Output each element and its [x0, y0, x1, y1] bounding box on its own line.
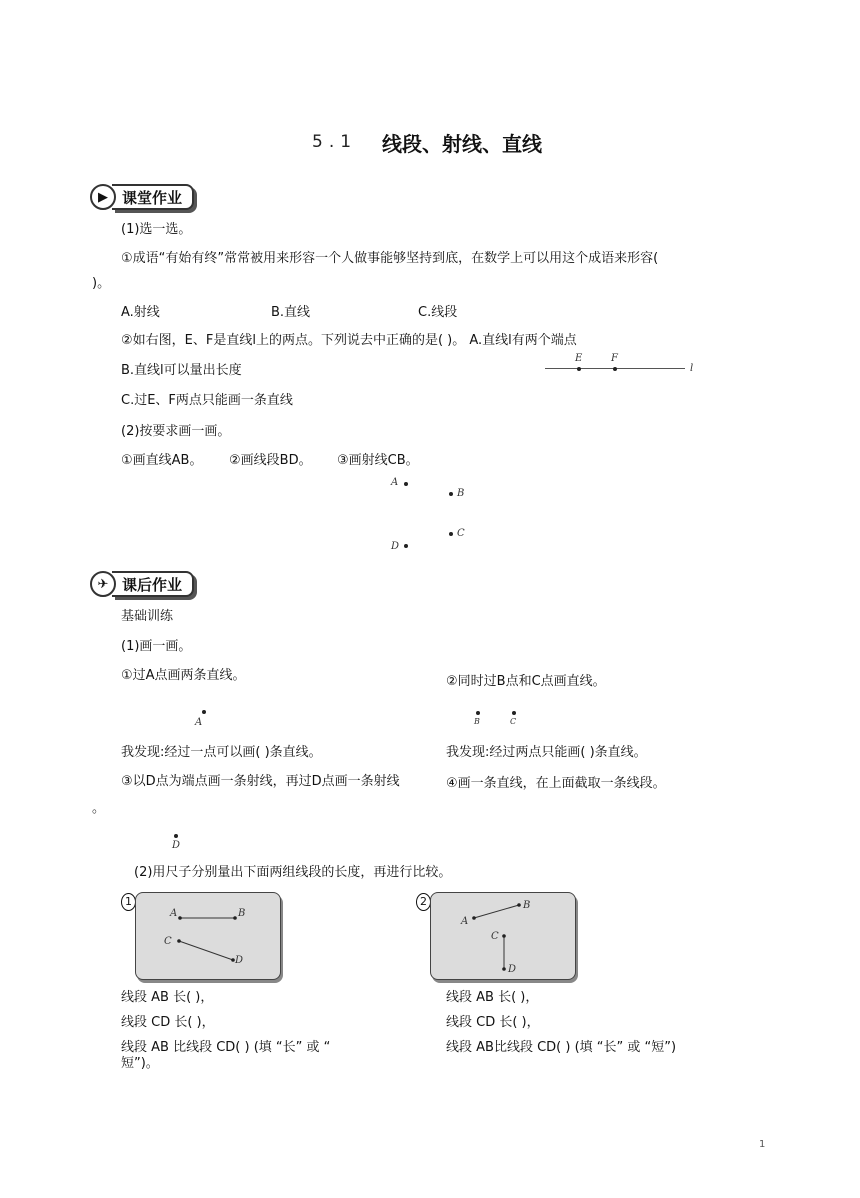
fig2-point-a — [472, 916, 476, 920]
figure-1-number: 1 — [121, 893, 136, 911]
q1-2-option-b: B.直线l可以量出长度 — [121, 363, 242, 378]
left-answer-compare: 线段 AB 比线段 CD( ) (填 “长” 或 “ — [121, 1040, 331, 1055]
hw-q1-2: ②同时过B点和C点画直线。 — [446, 674, 606, 689]
hw-q1-3-continued: 。 — [92, 801, 106, 816]
hw-point-c — [512, 711, 516, 715]
fig2-label-d: D — [508, 964, 517, 975]
classwork-badge — [90, 183, 194, 211]
q2-item-1: ①画直线AB。 — [121, 453, 203, 468]
hw-q1-4: ④画一条直线，在上面截取一条线段。 — [446, 776, 666, 791]
hw-label-a: A — [195, 717, 203, 728]
fig2-point-c — [502, 934, 506, 938]
figure-2-number: 2 — [416, 893, 431, 911]
fig2-label-c: C — [491, 931, 499, 942]
fig1-point-b — [233, 916, 237, 920]
hw-q2-heading: (2)用尺子分别量出下面两组线段的长度，再进行比较。 — [134, 865, 452, 880]
fig1-label-c: C — [164, 936, 172, 947]
option-a: A.射线 — [121, 305, 160, 320]
point-f — [613, 367, 617, 371]
section-number: 5.1 — [312, 132, 358, 152]
fig2-point-b — [517, 903, 521, 907]
page-number: 1 — [759, 1139, 766, 1150]
hw-q1-3: ③以D点为端点画一条射线，再过D点画一条射线 — [121, 774, 400, 789]
page-title: 线段、射线、直线 — [382, 132, 542, 156]
figure-2-box — [430, 892, 576, 980]
hw-label-b: B — [474, 717, 480, 726]
label-e: E — [575, 353, 583, 364]
left-answer-cd: 线段 CD 长( )， — [121, 1015, 215, 1030]
label-b: B — [457, 488, 465, 499]
figure-1-box — [135, 892, 281, 980]
hw-point-d — [174, 834, 178, 838]
fig1-point-a — [178, 916, 182, 920]
homework-label: 课后作业 — [112, 571, 194, 597]
q1-1-text: ①成语“有始有终”常常被用来形容一个人做事能够坚持到底，在数学上可以用这个成语来形容( — [121, 251, 659, 266]
label-f: F — [611, 353, 618, 364]
fig1-label-b: B — [238, 908, 246, 919]
right-answer-cd: 线段 CD 长( )， — [446, 1015, 540, 1030]
right-answer-ab: 线段 AB 长( )， — [446, 990, 539, 1005]
fig2-segment-ab — [474, 905, 519, 918]
play-arrow-icon: ▶ — [90, 184, 116, 210]
hw-point-b — [476, 711, 480, 715]
fig2-label-b: B — [523, 900, 531, 911]
q2-item-2: ②画线段BD。 — [229, 453, 312, 468]
figure-1-segments — [136, 893, 280, 979]
label-c: C — [457, 528, 465, 539]
point-a — [404, 482, 408, 486]
q1-heading: (1)选一选。 — [121, 222, 192, 237]
finding-2: 我发现:经过两点只能画( )条直线。 — [446, 745, 647, 760]
q2-item-3: ③画射线CB。 — [337, 453, 419, 468]
fig1-label-a: A — [170, 908, 178, 919]
hw-point-a — [202, 710, 206, 714]
label-l: l — [690, 363, 694, 374]
hw-q1-1: ①过A点画两条直线。 — [121, 668, 246, 683]
hw-label-d: D — [172, 840, 181, 851]
point-e — [577, 367, 581, 371]
q2-heading: (2)按要求画一画。 — [121, 424, 231, 439]
option-c: C.线段 — [418, 305, 458, 320]
label-d: D — [391, 541, 400, 552]
hw-label-c: C — [510, 717, 517, 726]
fig1-point-c — [177, 939, 181, 943]
finding-1: 我发现:经过一点可以画( )条直线。 — [121, 745, 322, 760]
q1-1-continued: )。 — [92, 276, 111, 291]
homework-badge — [90, 570, 194, 598]
point-c — [449, 532, 453, 536]
q1-2-option-c: C.过E、F两点只能画一条直线 — [121, 393, 293, 408]
fig1-label-d: D — [235, 955, 244, 966]
hw-q1-heading: (1)画一画。 — [121, 639, 192, 654]
section-basic: 基础训练 — [121, 609, 174, 624]
option-b: B.直线 — [271, 305, 311, 320]
runner-icon: ✈ — [90, 571, 116, 597]
fig2-point-d — [502, 967, 506, 971]
figure-2-segments — [431, 893, 575, 979]
left-answer-compare-cont: 短”)。 — [121, 1056, 159, 1071]
right-answer-compare: 线段 AB比线段 CD( ) (填 “长” 或 “短”) — [446, 1040, 677, 1055]
classwork-label: 课堂作业 — [112, 184, 194, 210]
label-a: A — [391, 477, 399, 488]
q1-2-text: ②如右图，E、F是直线l上的两点。下列说去中正确的是( )。 A.直线l有两个端点 — [121, 333, 577, 348]
fig2-label-a: A — [461, 916, 469, 927]
point-d — [404, 544, 408, 548]
left-answer-ab: 线段 AB 长( )， — [121, 990, 214, 1005]
point-b — [449, 492, 453, 496]
fig1-segment-cd — [179, 941, 233, 960]
